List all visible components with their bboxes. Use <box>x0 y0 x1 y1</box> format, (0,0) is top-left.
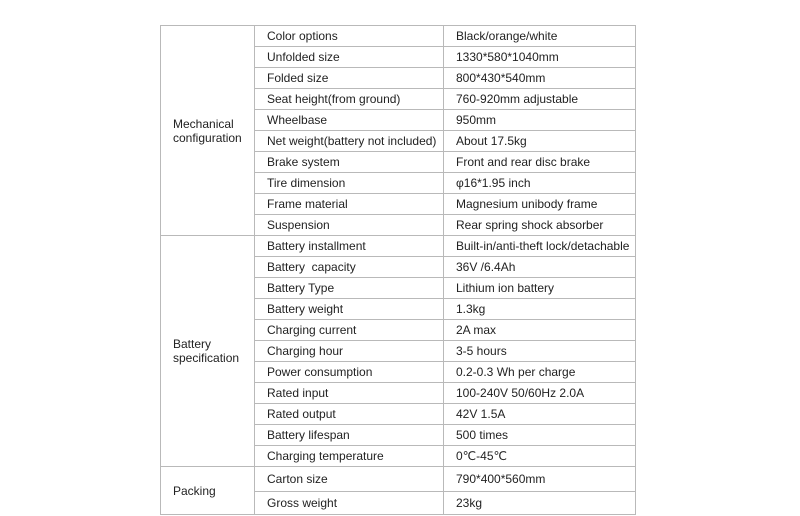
category-mechanical-configuration <box>161 26 255 236</box>
category-battery-specification <box>161 236 255 467</box>
spec-name: Rated output <box>255 404 444 425</box>
category-label-line: Packing <box>173 483 216 498</box>
spec-name: Rated input <box>255 383 444 404</box>
spec-name: Battery Type <box>255 278 444 299</box>
table-row <box>161 467 636 492</box>
spec-value: 1330*580*1040mm <box>444 47 636 68</box>
spec-name: Folded size <box>255 68 444 89</box>
spec-name: Charging temperature <box>255 446 444 467</box>
spec-value: 1.3kg <box>444 299 636 320</box>
spec-value: 790*400*560mm <box>444 467 636 492</box>
spec-name: Brake system <box>255 152 444 173</box>
spec-name: Battery weight <box>255 299 444 320</box>
table-row <box>161 26 636 47</box>
spec-value: Black/orange/white <box>444 26 636 47</box>
category-label-line: Battery <box>173 337 212 351</box>
spec-name: Seat height(from ground) <box>255 89 444 110</box>
spec-value: 2A max <box>444 320 636 341</box>
spec-name: Charging hour <box>255 341 444 362</box>
spec-name: Battery installment <box>255 236 444 257</box>
spec-value: Built-in/anti-theft lock/detachable <box>444 236 636 257</box>
spec-value: Rear spring shock absorber <box>444 215 636 236</box>
spec-value: φ16*1.95 inch <box>444 173 636 194</box>
category-label-line: specification <box>173 351 240 365</box>
spec-name: Charging current <box>255 320 444 341</box>
spec-name: Gross weight <box>255 492 444 515</box>
spec-name: Color options <box>255 26 444 47</box>
spec-value: 23kg <box>444 492 636 515</box>
spec-value: 760-920mm adjustable <box>444 89 636 110</box>
spec-name: Frame material <box>255 194 444 215</box>
spec-value: Front and rear disc brake <box>444 152 636 173</box>
spec-name: Tire dimension <box>255 173 444 194</box>
table-row <box>161 236 636 257</box>
spec-table <box>160 25 636 515</box>
spec-value: 100-240V 50/60Hz 2.0A <box>444 383 636 404</box>
category-label-line: Mechanical <box>173 116 234 131</box>
spec-name: Battery lifespan <box>255 425 444 446</box>
category-label-line: configuration <box>173 130 242 145</box>
spec-value: 36V /6.4Ah <box>444 257 636 278</box>
spec-value: 42V 1.5A <box>444 404 636 425</box>
spec-value: 500 times <box>444 425 636 446</box>
spec-value: 3-5 hours <box>444 341 636 362</box>
spec-name: Unfolded size <box>255 47 444 68</box>
spec-value: Lithium ion battery <box>444 278 636 299</box>
spec-value: 950mm <box>444 110 636 131</box>
spec-name: Battery capacity <box>255 257 444 278</box>
spec-value: About 17.5kg <box>444 131 636 152</box>
spec-value: 0℃-45℃ <box>444 446 636 467</box>
spec-value: 800*430*540mm <box>444 68 636 89</box>
category-packing <box>161 467 255 515</box>
spec-name: Suspension <box>255 215 444 236</box>
spec-name: Carton size <box>255 467 444 492</box>
spec-name: Wheelbase <box>255 110 444 131</box>
spec-value: 0.2-0.3 Wh per charge <box>444 362 636 383</box>
spec-name: Net weight(battery not included) <box>255 131 444 152</box>
spec-name: Power consumption <box>255 362 444 383</box>
spec-value: Magnesium unibody frame <box>444 194 636 215</box>
